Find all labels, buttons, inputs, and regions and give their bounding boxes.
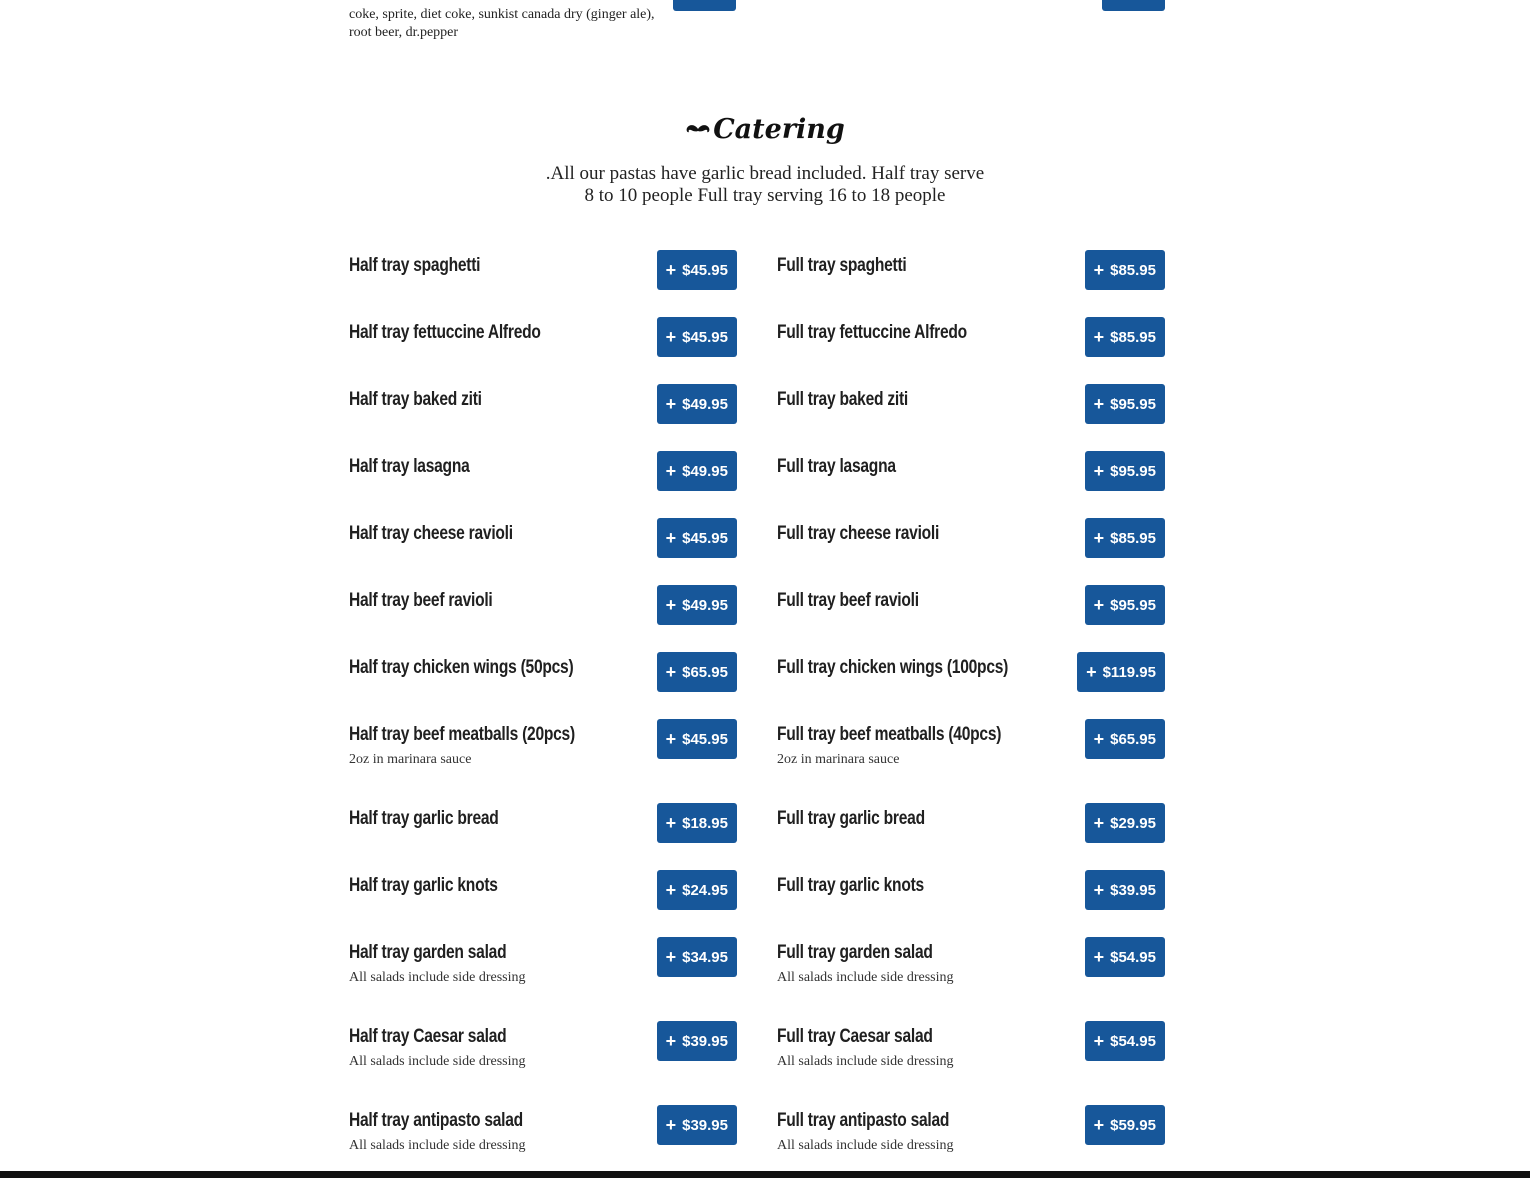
menu-item bbox=[349, 1021, 737, 1070]
menu-item bbox=[777, 250, 1165, 280]
item-name: Full tray cheese ravioli bbox=[777, 523, 940, 544]
menu-row bbox=[349, 937, 1165, 1021]
drinks-description: coke, sprite, diet coke, sunkist canada dry (ginger ale), root beer, dr.pepper bbox=[349, 7, 655, 40]
plus-icon: + bbox=[1093, 1031, 1105, 1051]
menu-row bbox=[349, 317, 1165, 384]
item-price: $119.95 bbox=[1102, 663, 1156, 681]
item-note: All salads include side dressing bbox=[777, 1138, 954, 1153]
menu-row bbox=[349, 384, 1165, 451]
menu-row bbox=[349, 250, 1165, 317]
menu-row bbox=[349, 652, 1165, 719]
plus-icon: + bbox=[665, 461, 677, 481]
item-name: Full tray garlic knots bbox=[777, 875, 924, 896]
item-price: $29.95 bbox=[1110, 814, 1156, 832]
mustache-icon bbox=[685, 123, 711, 137]
menu-item bbox=[777, 1021, 1165, 1070]
item-name: Half tray baked ziti bbox=[349, 389, 482, 410]
menu-item bbox=[349, 384, 737, 414]
item-name: Half tray cheese ravioli bbox=[349, 523, 513, 544]
add-to-cart-button[interactable] bbox=[1085, 937, 1165, 977]
menu-row bbox=[349, 803, 1165, 870]
menu-row bbox=[349, 585, 1165, 652]
item-price: $49.95 bbox=[682, 596, 728, 614]
plus-icon: + bbox=[665, 394, 677, 414]
menu-item bbox=[777, 803, 1165, 833]
item-note: All salads include side dressing bbox=[349, 1054, 526, 1069]
plus-icon: + bbox=[665, 813, 677, 833]
plus-icon: + bbox=[665, 327, 677, 347]
item-name: Full tray garlic bread bbox=[777, 808, 925, 829]
add-to-cart-button[interactable] bbox=[657, 719, 737, 759]
item-name: Full tray baked ziti bbox=[777, 389, 909, 410]
add-to-cart-button[interactable] bbox=[1085, 317, 1165, 357]
item-price: $39.95 bbox=[682, 1116, 728, 1134]
item-price: $45.95 bbox=[682, 328, 728, 346]
plus-icon: + bbox=[665, 260, 677, 280]
menu-row bbox=[349, 1021, 1165, 1105]
add-to-cart-button[interactable] bbox=[1085, 384, 1165, 424]
plus-icon: + bbox=[1086, 662, 1097, 682]
menu-item bbox=[349, 1105, 737, 1154]
add-to-cart-button[interactable] bbox=[657, 652, 737, 692]
item-price: $59.95 bbox=[1110, 1116, 1156, 1134]
item-price: $95.95 bbox=[1110, 596, 1156, 614]
add-to-cart-button[interactable] bbox=[1085, 518, 1165, 558]
item-price: $45.95 bbox=[682, 261, 728, 279]
menu-item bbox=[777, 719, 1165, 768]
item-note: All salads include side dressing bbox=[349, 970, 526, 985]
item-price: $39.95 bbox=[682, 1032, 728, 1050]
add-to-cart-button[interactable] bbox=[657, 384, 737, 424]
item-price: $24.95 bbox=[682, 881, 728, 899]
add-to-cart-button[interactable] bbox=[1085, 719, 1165, 759]
item-price: $45.95 bbox=[682, 529, 728, 547]
menu-item bbox=[349, 937, 737, 986]
item-price: $95.95 bbox=[1110, 462, 1156, 480]
menu-item bbox=[777, 451, 1165, 481]
menu-item bbox=[777, 585, 1165, 615]
item-name: Half tray garlic knots bbox=[349, 875, 498, 896]
add-to-cart-button[interactable] bbox=[657, 250, 737, 290]
add-to-cart-button[interactable] bbox=[1085, 870, 1165, 910]
drinks-price-button-left[interactable] bbox=[673, 0, 736, 11]
add-to-cart-button[interactable] bbox=[1077, 652, 1165, 692]
add-to-cart-button[interactable] bbox=[1085, 451, 1165, 491]
item-name: Half tray beef ravioli bbox=[349, 590, 493, 611]
item-name: Half tray spaghetti bbox=[349, 255, 481, 276]
menu-row bbox=[349, 518, 1165, 585]
item-name: Full tray Caesar salad bbox=[777, 1026, 933, 1047]
menu-item bbox=[349, 719, 737, 768]
item-name: Half tray Caesar salad bbox=[349, 1026, 507, 1047]
item-price: $85.95 bbox=[1110, 328, 1156, 346]
item-note: All salads include side dressing bbox=[777, 1054, 954, 1069]
menu-item bbox=[777, 384, 1165, 414]
menu-item bbox=[349, 652, 737, 682]
menu-item bbox=[777, 518, 1165, 548]
catering-menu-grid bbox=[349, 250, 1165, 1178]
item-price: $39.95 bbox=[1110, 881, 1156, 899]
add-to-cart-button[interactable] bbox=[1085, 250, 1165, 290]
add-to-cart-button[interactable] bbox=[1085, 803, 1165, 843]
plus-icon: + bbox=[665, 595, 677, 615]
item-price: $49.95 bbox=[682, 395, 728, 413]
menu-row bbox=[349, 719, 1165, 803]
item-price: $49.95 bbox=[682, 462, 728, 480]
item-note: All salads include side dressing bbox=[777, 970, 954, 985]
add-to-cart-button[interactable] bbox=[657, 937, 737, 977]
menu-item bbox=[777, 937, 1165, 986]
catering-title: Catering bbox=[713, 114, 845, 145]
drinks-price-button-right[interactable] bbox=[1102, 0, 1165, 11]
item-name: Half tray garden salad bbox=[349, 942, 507, 963]
plus-icon: + bbox=[1093, 394, 1105, 414]
plus-icon: + bbox=[1093, 947, 1105, 967]
item-price: $45.95 bbox=[682, 730, 728, 748]
plus-icon: + bbox=[665, 662, 677, 682]
plus-icon: + bbox=[1093, 595, 1105, 615]
item-name: Half tray lasagna bbox=[349, 456, 470, 477]
plus-icon: + bbox=[665, 880, 677, 900]
item-price: $34.95 bbox=[682, 948, 728, 966]
add-to-cart-button[interactable] bbox=[1085, 1021, 1165, 1061]
item-name: Half tray beef meatballs (20pcs) bbox=[349, 724, 575, 745]
add-to-cart-button[interactable] bbox=[657, 870, 737, 910]
item-price: $95.95 bbox=[1110, 395, 1156, 413]
plus-icon: + bbox=[665, 528, 677, 548]
catering-description: .All our pastas have garlic bread included. Half tray serve 8 to 10 people Full tray serving 16 to 18 people bbox=[545, 163, 985, 206]
plus-icon: + bbox=[1093, 813, 1105, 833]
add-to-cart-button[interactable] bbox=[1085, 1105, 1165, 1145]
plus-icon: + bbox=[665, 1031, 677, 1051]
item-name: Full tray lasagna bbox=[777, 456, 896, 477]
item-price: $65.95 bbox=[682, 663, 728, 681]
item-name: Half tray antipasto salad bbox=[349, 1110, 523, 1131]
item-price: $54.95 bbox=[1110, 948, 1156, 966]
add-to-cart-button[interactable] bbox=[657, 1105, 737, 1145]
catering-header bbox=[0, 114, 1530, 145]
menu-item bbox=[777, 652, 1165, 682]
plus-icon: + bbox=[1093, 1115, 1105, 1135]
footer-bar bbox=[0, 1171, 1530, 1178]
item-price: $18.95 bbox=[682, 814, 728, 832]
menu-item bbox=[349, 518, 737, 548]
section-title bbox=[685, 114, 845, 145]
add-to-cart-button[interactable] bbox=[657, 518, 737, 558]
add-to-cart-button[interactable] bbox=[657, 585, 737, 625]
item-name: Full tray chicken wings (100pcs) bbox=[777, 657, 1009, 678]
item-name: Full tray beef ravioli bbox=[777, 590, 919, 611]
menu-item bbox=[349, 451, 737, 481]
add-to-cart-button[interactable] bbox=[657, 451, 737, 491]
item-price: $85.95 bbox=[1110, 529, 1156, 547]
plus-icon: + bbox=[1093, 528, 1105, 548]
add-to-cart-button[interactable] bbox=[657, 803, 737, 843]
item-name: Full tray antipasto salad bbox=[777, 1110, 950, 1131]
plus-icon: + bbox=[1093, 327, 1105, 347]
menu-item bbox=[349, 317, 737, 347]
item-name: Full tray fettuccine Alfredo bbox=[777, 322, 967, 343]
item-note: 2oz in marinara sauce bbox=[349, 752, 472, 767]
item-name: Half tray garlic bread bbox=[349, 808, 499, 829]
menu-item bbox=[777, 870, 1165, 900]
item-price: $54.95 bbox=[1110, 1032, 1156, 1050]
menu-row bbox=[349, 1105, 1165, 1178]
plus-icon: + bbox=[1093, 461, 1105, 481]
menu-item bbox=[777, 317, 1165, 347]
add-to-cart-button[interactable] bbox=[1085, 585, 1165, 625]
item-name: Full tray beef meatballs (40pcs) bbox=[777, 724, 1002, 745]
item-name: Half tray fettuccine Alfredo bbox=[349, 322, 541, 343]
menu-item bbox=[349, 250, 737, 280]
menu-row bbox=[349, 451, 1165, 518]
add-to-cart-button[interactable] bbox=[657, 1021, 737, 1061]
plus-icon: + bbox=[665, 729, 677, 749]
item-note: All salads include side dressing bbox=[349, 1138, 526, 1153]
menu-row bbox=[349, 870, 1165, 937]
menu-item bbox=[349, 870, 737, 900]
menu-item bbox=[349, 585, 737, 615]
item-name: Full tray garden salad bbox=[777, 942, 933, 963]
menu-item bbox=[777, 1105, 1165, 1154]
plus-icon: + bbox=[665, 1115, 677, 1135]
plus-icon: + bbox=[665, 947, 677, 967]
plus-icon: + bbox=[1093, 260, 1105, 280]
item-name: Full tray spaghetti bbox=[777, 255, 907, 276]
item-price: $85.95 bbox=[1110, 261, 1156, 279]
item-note: 2oz in marinara sauce bbox=[777, 752, 900, 767]
item-price: $65.95 bbox=[1110, 730, 1156, 748]
plus-icon: + bbox=[1093, 729, 1105, 749]
add-to-cart-button[interactable] bbox=[657, 317, 737, 357]
item-name: Half tray chicken wings (50pcs) bbox=[349, 657, 574, 678]
plus-icon: + bbox=[1093, 880, 1105, 900]
menu-item bbox=[349, 803, 737, 833]
